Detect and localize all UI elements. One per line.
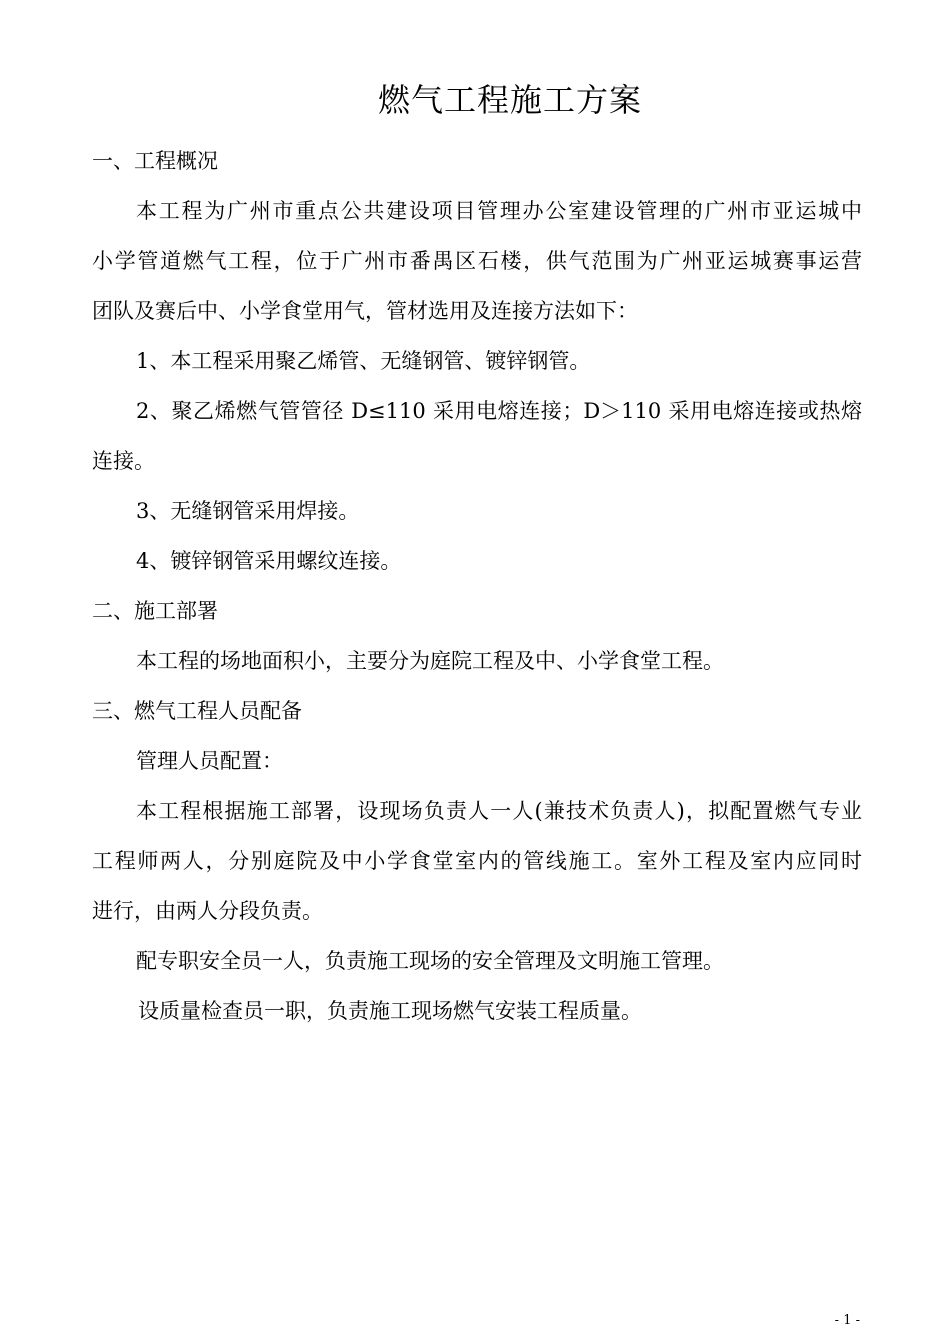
page-number: - 1 - — [834, 1313, 860, 1328]
paragraph-line: 管理人员配置： — [136, 749, 283, 773]
paragraph-line: 小学管道燃气工程，位于广州市番禺区石楼，供气范围为广州亚运城赛事运营 — [92, 249, 862, 273]
paragraph-line: 团队及赛后中、小学食堂用气，管材选用及连接方法如下： — [92, 299, 638, 323]
paragraph-line: 设质量检查员一职，负责施工现场燃气安装工程质量。 — [138, 999, 642, 1023]
section-heading-staffing: 三、燃气工程人员配备 — [92, 699, 302, 723]
list-item: 1、本工程采用聚乙烯管、无缝钢管、镀锌钢管。 — [136, 349, 591, 373]
paragraph-line: 本工程为广州市重点公共建设项目管理办公室建设管理的广州市亚运城中 — [136, 199, 862, 223]
list-item-continuation: 连接。 — [92, 449, 155, 473]
document-title: 燃气工程施工方案 — [377, 81, 642, 119]
paragraph-line: 配专职安全员一人，负责施工现场的安全管理及文明施工管理。 — [136, 949, 724, 973]
paragraph-line: 本工程根据施工部署，设现场负责人一人(兼技术负责人)，拟配置燃气专业 — [136, 799, 862, 823]
document-body — [92, 136, 862, 1036]
section-heading-deployment: 二、施工部署 — [92, 599, 218, 623]
paragraph-line: 工程师两人，分别庭院及中小学食堂室内的管线施工。室外工程及室内应同时 — [92, 849, 862, 873]
list-item: 4、镀锌钢管采用螺纹连接。 — [136, 549, 402, 573]
section-heading-overview: 一、工程概况 — [92, 149, 218, 173]
list-item: 2、聚乙烯燃气管管径 D≤110 采用电熔连接；D＞110 采用电熔连接或热熔 — [136, 399, 862, 423]
list-item: 3、无缝钢管采用焊接。 — [136, 499, 360, 523]
paragraph-line: 进行，由两人分段负责。 — [92, 899, 323, 923]
paragraph-line: 本工程的场地面积小，主要分为庭院工程及中、小学食堂工程。 — [136, 649, 724, 673]
